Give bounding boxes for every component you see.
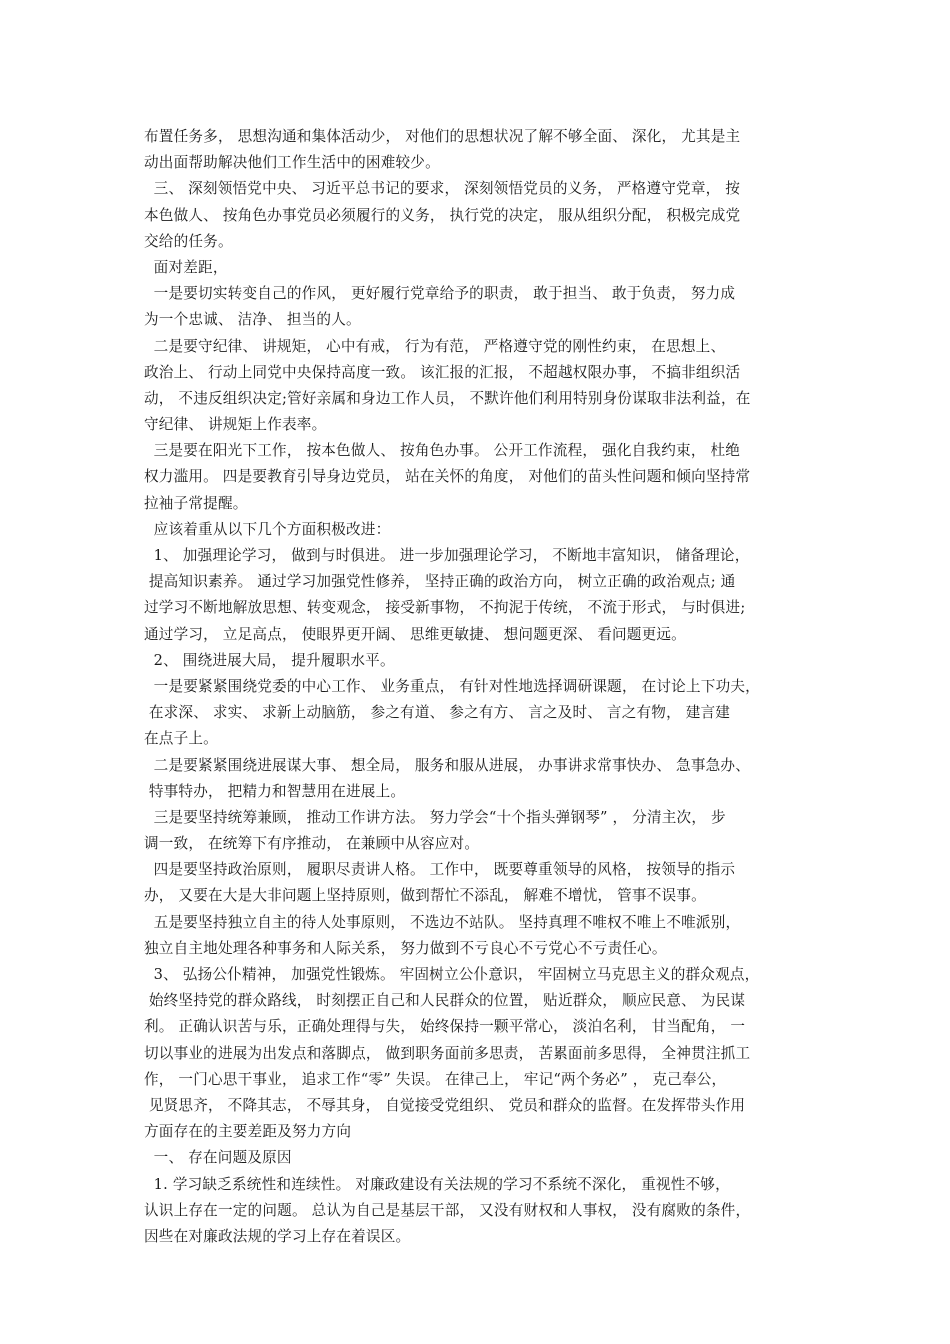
- text-line: 利。 正确认识苦与乐，正确处理得与失， 始终保持一颗平常心， 淡泊名利， 甘当配角， 一: [144, 1018, 746, 1036]
- text-line: 为一个忠诚、 洁净、 担当的人。: [144, 311, 361, 329]
- text-line: 交给的任务。: [144, 232, 233, 250]
- text-line: 1. 学习缺乏系统性和连续性。 对廉政建设有关法规的学习不系统不深化， 重视性不够，: [144, 1175, 730, 1193]
- text-line: 一、 存在问题及原因: [144, 1149, 292, 1167]
- document-body: [144, 124, 816, 1250]
- text-line: 办， 又要在大是大非问题上坚持原则，做到帮忙不添乱， 解难不增忧， 管事不误事。: [144, 887, 706, 905]
- text-line: 三是要坚持统筹兼顾， 推动工作讲方法。 努力学会“十个指头弹钢琴” ， 分清主次， 步: [144, 808, 726, 826]
- text-line: 方面存在的主要差距及努力方向: [144, 1123, 352, 1141]
- text-line: 调一致， 在统筹下有序推动， 在兼顾中从容应对。: [144, 835, 480, 853]
- text-line: 布置任务多， 思想沟通和集体活动少， 对他们的思想状况了解不够全面、 深化， 尤其是主: [144, 128, 741, 145]
- text-line: 作， 一门心思干事业， 追求工作“零” 失误。 在律己上， 牢记“两个务必” ， 克己奉公，: [144, 1070, 727, 1088]
- text-line: 动出面帮助解决他们工作生活中的困难较少。: [144, 154, 440, 172]
- text-line: 过学习不断地解放思想、转变观念， 接受新事物， 不拘泥于传统， 不流于形式， 与时俱进;: [144, 599, 746, 617]
- text-line: 五是要坚持独立自主的待人处事原则， 不选边不站队。 坚持真理不唯权不唯上不唯派别，: [144, 913, 741, 931]
- text-line: 一是要切实转变自己的作风， 更好履行党章给予的职责， 敢于担当、 敢于负责， 努力成: [144, 285, 736, 303]
- text-line: 通过学习， 立足高点， 使眼界更开阔、 思维更敏捷、 想问题更深、 看问题更远。: [144, 625, 686, 643]
- text-line: 一是要紧紧围绕党委的中心工作、 业务重点， 有针对性地选择调研课题， 在讨论上下功夫，: [144, 677, 760, 695]
- text-line: 守纪律、 讲规矩上作表率。: [144, 416, 327, 434]
- text-line: 3、 弘扬公仆精神， 加强党性锻炼。 牢固树立公仆意识， 牢固树立马克思主义的群众观点，: [144, 966, 760, 983]
- text-line: 认识上存在一定的问题。 总认为自己是基层干部， 又没有财权和人事权， 没有腐败的条件，: [144, 1201, 751, 1219]
- text-line: 在求深、 求实、 求新上动脑筋， 参之有道、 参之有方、 言之及时、 言之有物， 建言建: [144, 704, 731, 722]
- text-line: 四是要坚持政治原则， 履职尽责讲人格。 工作中， 既要尊重领导的风格， 按领导的指示: [144, 861, 736, 879]
- text-line: 2、 围绕进展大局， 提升履职水平。: [144, 651, 395, 669]
- text-line: 二是要守纪律、 讲规矩， 心中有戒， 行为有范， 严格遵守党的刚性约束， 在思想上、: [144, 337, 726, 355]
- text-line: 本色做人、 按角色办事党员必须履行的义务， 执行党的决定， 服从组织分配， 积极完成党: [144, 206, 741, 224]
- text-line: 在点子上。: [144, 730, 218, 748]
- text-line: 三是要在阳光下工作， 按本色做人、 按角色办事。 公开工作流程， 强化自我约束， 杜绝: [144, 442, 741, 460]
- text-line: 独立自主地处理各种事务和人际关系， 努力做到不亏良心不亏党心不亏责任心。: [144, 939, 667, 957]
- text-line: 面对差距，: [144, 258, 228, 276]
- text-line: 切以事业的进展为出发点和落脚点， 做到职务面前多思责， 苦累面前多思得， 全神贯注抓工: [144, 1044, 751, 1062]
- text-line: 政治上、 行动上同党中央保持高度一致。 该汇报的汇报， 不超越权限办事， 不搞非组织活: [144, 363, 741, 381]
- text-line: 见贤思齐， 不降其志， 不辱其身， 自觉接受党组织、 党员和群众的监督。在发挥带头作用: [144, 1096, 746, 1114]
- text-line: 二是要紧紧围绕进展谋大事、 想全局， 服务和服从进展， 办事讲求常事快办、 急事急办、: [144, 756, 750, 774]
- text-line: 特事特办， 把精力和智慧用在进展上。: [144, 782, 406, 800]
- text-line: 因些在对廉政法规的学习上存在着误区。: [144, 1227, 411, 1245]
- text-line: 始终坚持党的群众路线， 时刻摆正自己和人民群众的位置， 贴近群众， 顺应民意、 为民谋: [144, 992, 746, 1010]
- text-line: 动， 不违反组织决定;管好亲属和身边工作人员， 不默许他们利用特别身份谋取非法利益，在: [144, 389, 751, 407]
- text-line: 应该着重从以下几个方面积极改进：: [144, 520, 391, 538]
- text-line: 拉袖子常提醒。: [144, 494, 248, 512]
- text-line: 提高知识素养。 通过学习加强党性修养， 坚持正确的政治方向， 树立正确的政治观点; 通: [144, 573, 736, 591]
- text-line: 1、 加强理论学习， 做到与时俱进。 进一步加强理论学习， 不断地丰富知识， 储备理论，: [144, 547, 750, 564]
- text-line: 权力滥用。 四是要教育引导身边党员， 站在关怀的角度， 对他们的苗头性问题和倾向坚持常: [144, 468, 751, 486]
- text-line: 三、 深刻领悟党中央、 习近平总书记的要求， 深刻领悟党员的义务， 严格遵守党章， 按: [144, 180, 741, 198]
